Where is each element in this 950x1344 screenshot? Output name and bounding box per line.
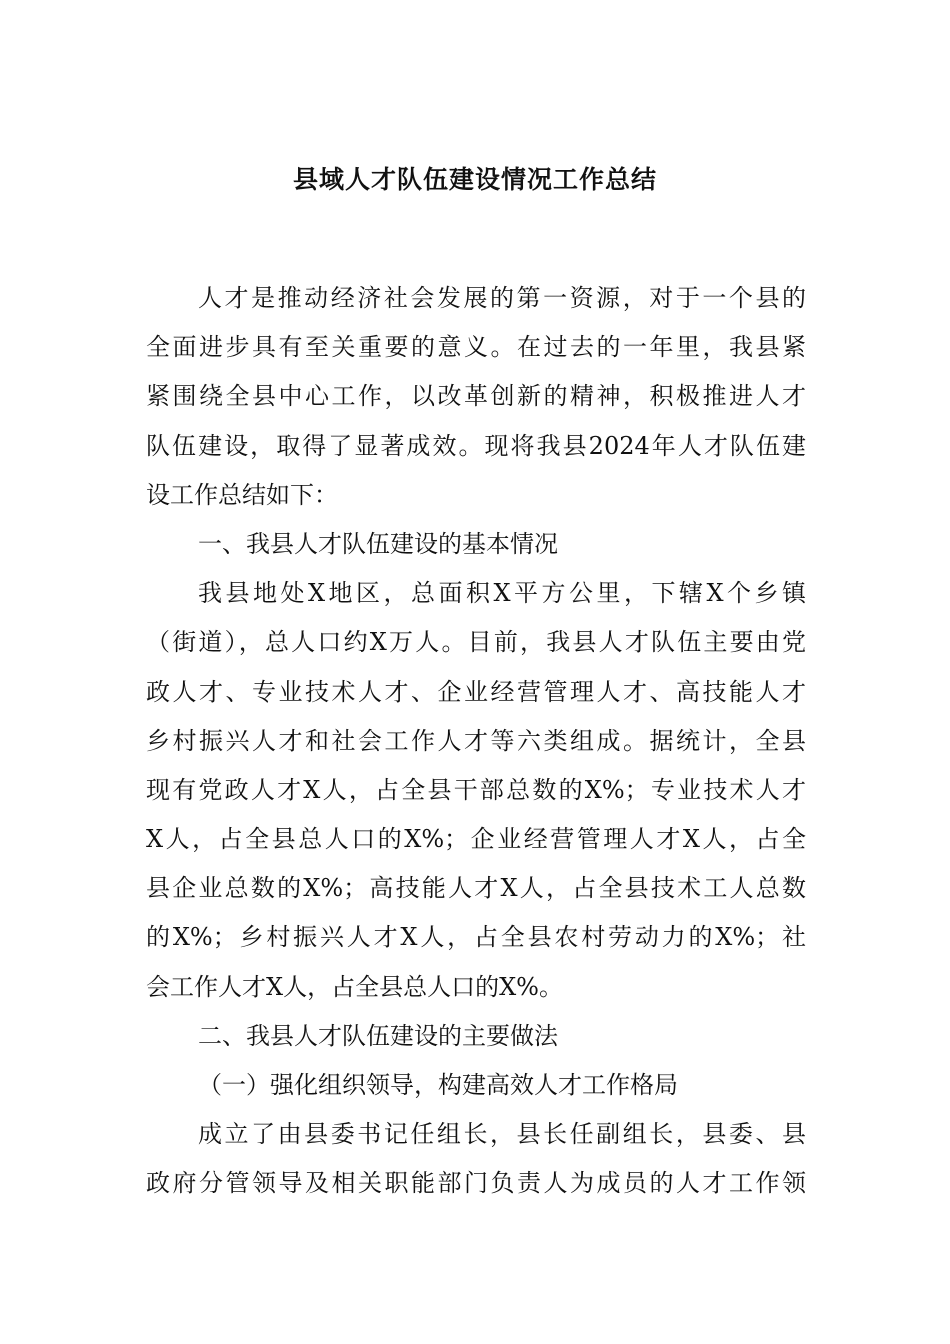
- document-title: 县域人才队伍建设情况工作总结: [292, 165, 657, 194]
- text-line: 现有党政人才X人，占全县干部总数的X%；专业技术人才: [146, 775, 806, 804]
- text-line: 全面进步具有至关重要的意义。在过去的一年里，我县紧: [146, 333, 806, 362]
- text-line: X人，占全县总人口的X%；企业经营管理人才X人，占全: [146, 825, 806, 854]
- text-line: 队伍建设，取得了显著成效。现将我县2024年人才队伍建: [146, 431, 806, 460]
- text-line: 一、我县人才队伍建设的基本情况: [198, 529, 558, 558]
- text-line: （街道），总人口约X万人。目前，我县人才队伍主要由党: [146, 628, 806, 657]
- text-line: 我县地处X地区，总面积X平方公里，下辖X个乡镇: [198, 579, 806, 608]
- document-body: [146, 274, 806, 1209]
- text-line: 乡村振兴人才和社会工作人才等六类组成。据统计，全县: [146, 726, 806, 755]
- text-line: （一）强化组织领导，构建高效人才工作格局: [198, 1071, 678, 1099]
- text-line: 会工作人才X人，占全县总人口的X%。: [146, 972, 563, 1001]
- text-line: 紧围绕全县中心工作，以改革创新的精神，积极推进人才: [146, 382, 806, 411]
- text-line: 政人才、专业技术人才、企业经营管理人才、高技能人才: [146, 677, 806, 706]
- text-line: 的X%；乡村振兴人才X人，占全县农村劳动力的X%；社: [146, 923, 806, 952]
- text-line: 二、我县人才队伍建设的主要做法: [198, 1021, 558, 1050]
- text-line: 人才是推动经济社会发展的第一资源，对于一个县的: [198, 284, 806, 312]
- text-line: 设工作总结如下：: [146, 480, 338, 509]
- text-line: 成立了由县委书记任组长，县长任副组长，县委、县: [198, 1120, 806, 1149]
- text-line: 政府分管领导及相关职能部门负责人为成员的人才工作领: [146, 1169, 806, 1198]
- text-line: 县企业总数的X%；高技能人才X人，占全县技术工人总数: [146, 874, 806, 903]
